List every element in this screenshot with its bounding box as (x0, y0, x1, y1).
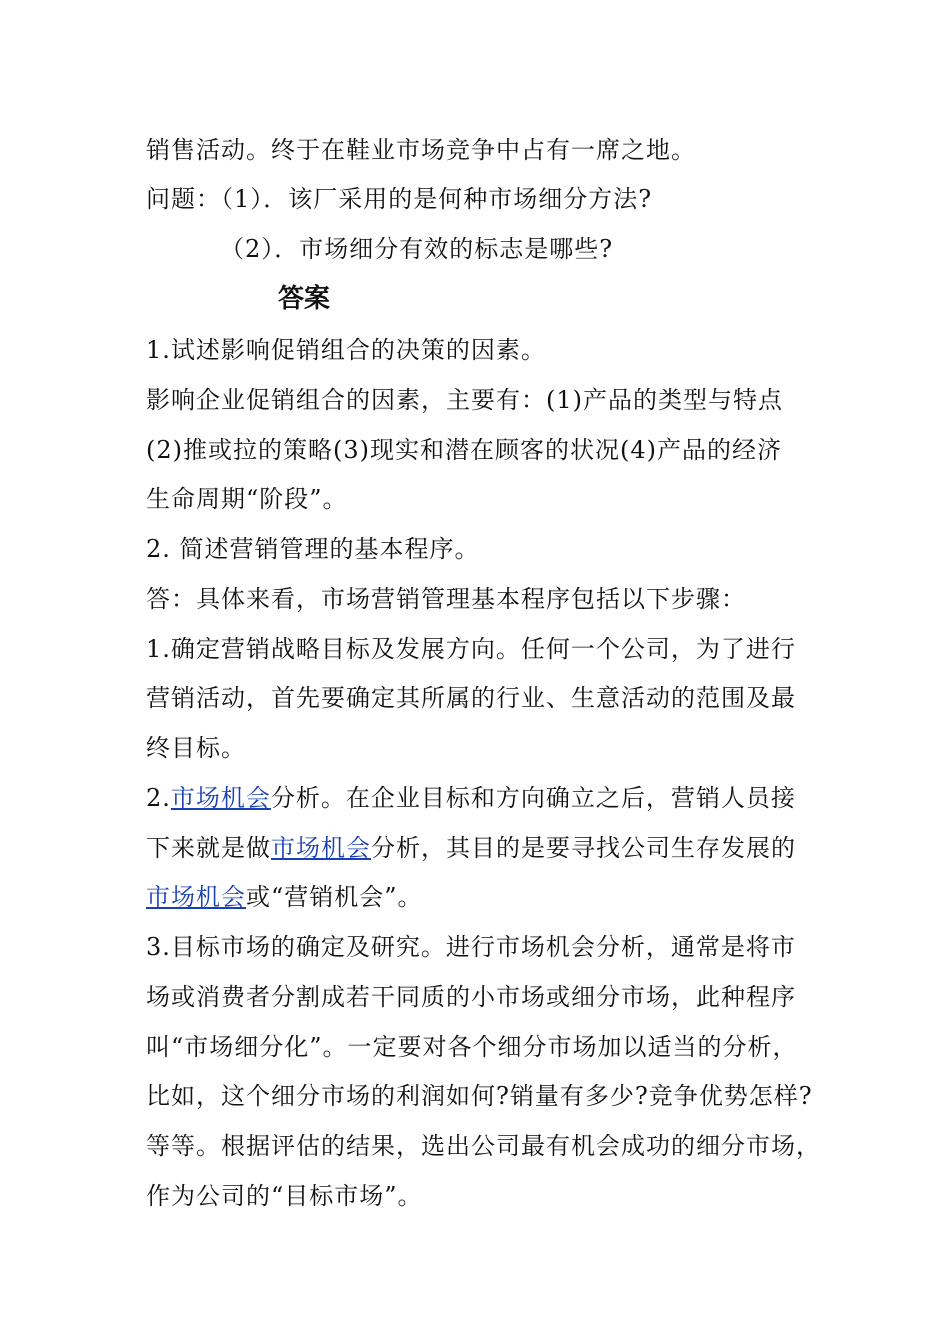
text-line (146, 832, 796, 864)
line-text: 分析，其目的是要寻找公司生存发展的 (371, 834, 796, 862)
text-line (146, 782, 796, 814)
line-text: 下来就是做 (146, 834, 271, 862)
text-line: 比如，这个细分市场的利润如何?销量有多少?竞争优势怎样? (146, 1082, 813, 1110)
line-text: 或“营销机会”。 (246, 883, 423, 911)
text-line: 场或消费者分割成若干同质的小市场或细分市场，此种程序 (146, 983, 796, 1011)
text-line (146, 881, 423, 913)
text-line: (2)推或拉的策略(3)现实和潜在顾客的状况(4)产品的经济 (146, 436, 782, 464)
text-line: 作为公司的“目标市场”。 (146, 1182, 423, 1210)
question-line: 问题：（1）．该厂采用的是何种市场细分方法? (146, 185, 653, 213)
section-title: 2. 简述营销管理的基本程序。 (146, 535, 480, 563)
line-text: 分析。在企业目标和方向确立之后，营销人员接 (270, 784, 796, 812)
text-line: 影响企业促销组合的因素，主要有：(1)产品的类型与特点 (146, 386, 783, 414)
text-line: 等等。根据评估的结果，选出公司最有机会成功的细分市场， (146, 1132, 821, 1160)
question-line: （2）．市场细分有效的标志是哪些? (220, 235, 614, 263)
text-line: 答：具体来看，市场营销管理基本程序包括以下步骤： (146, 585, 746, 613)
text-line: 叫“市场细分化”。一定要对各个细分市场加以适当的分析， (146, 1033, 798, 1061)
market-opportunity-link[interactable]: 市场机会 (271, 834, 371, 862)
text-line: 3.目标市场的确定及研究。进行市场机会分析，通常是将市 (146, 933, 796, 961)
text-line: 生命周期“阶段”。 (146, 485, 348, 513)
text-line: 1.确定营销战略目标及发展方向。任何一个公司，为了进行 (146, 635, 796, 663)
section-title: 1.试述影响促销组合的决策的因素。 (146, 336, 546, 364)
answer-heading: 答案 (278, 284, 331, 314)
market-opportunity-link[interactable]: 市场机会 (170, 784, 271, 812)
text-line: 营销活动，首先要确定其所属的行业、生意活动的范围及最 (146, 684, 796, 712)
text-line: 终目标。 (146, 734, 246, 762)
market-opportunity-link[interactable]: 市场机会 (146, 883, 246, 911)
text-line: 销售活动。终于在鞋业市场竞争中占有一席之地。 (146, 136, 696, 164)
line-text: 2. (146, 784, 171, 812)
